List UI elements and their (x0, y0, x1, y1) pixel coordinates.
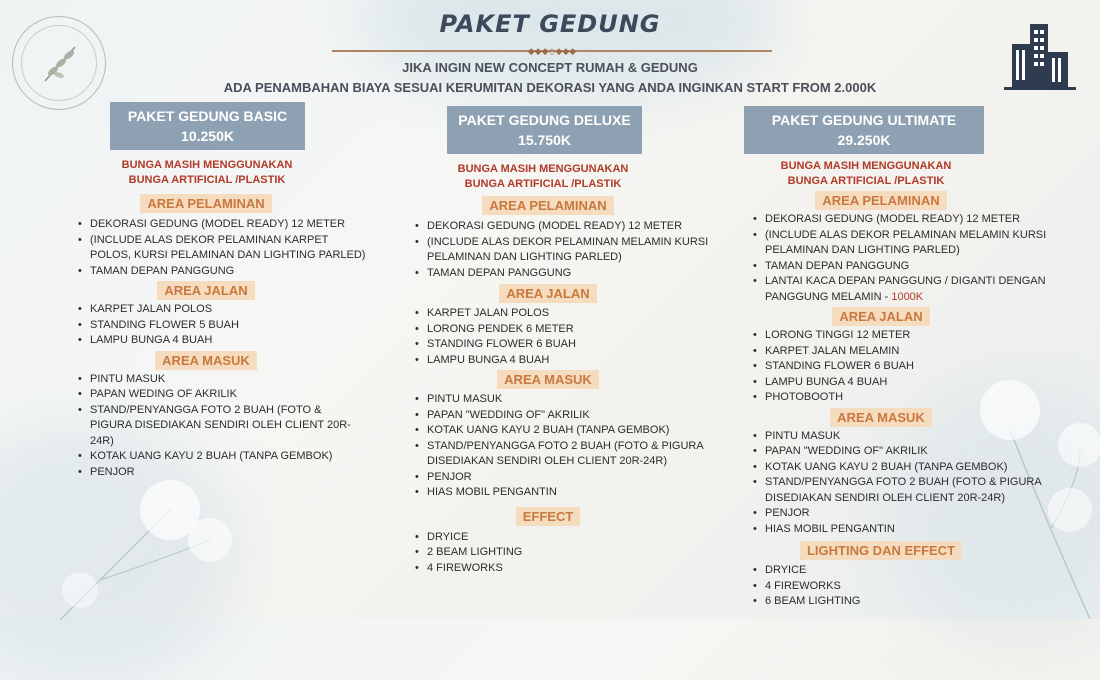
list-item: • STAND/PENYANGGA FOTO 2 BUAH (FOTO & PIGURA DISEDIAKAN SENDIRI OLEH CLIENT 20R-24R) (78, 403, 366, 450)
list-item: • STAND/PENYANGGA FOTO 2 BUAH (FOTO & PIGURA DISEDIAKAN SENDIRI OLEH CLIENT 20R-24R) (415, 439, 713, 470)
list-item: • DRYICE (415, 530, 713, 546)
list-item: • DEKORASI GEDUNG (MODEL READY) 12 METER (753, 212, 1051, 228)
section-badge: AREA PELAMINAN (140, 194, 271, 213)
list-item-text: LANTAI KACA DEPAN PANGGUNG / DIGANTI DENGAN PANGGUNG MELAMIN - (765, 275, 1046, 303)
list-item: • LORONG PENDEK 6 METER (415, 322, 713, 338)
list-item: • PINTU MASUK (78, 372, 366, 388)
note-line: BUNGA MASIH MENGGUNAKAN (780, 160, 952, 172)
section-badge: AREA MASUK (155, 351, 257, 370)
list-item: • STANDING FLOWER 6 BUAH (415, 337, 713, 353)
item-list (741, 429, 1051, 538)
extra-price: 1000K (891, 290, 924, 303)
item-list (741, 212, 1051, 305)
list-item: • KARPET JALAN POLOS (78, 302, 366, 318)
package-name: PAKET GEDUNG BASIC (127, 108, 288, 124)
list-item: • PINTU MASUK (415, 392, 713, 408)
list-item: • PHOTOBOOTH (753, 390, 1051, 406)
package-name: PAKET GEDUNG DELUXE (458, 112, 631, 128)
package-price: 10.250K (181, 128, 234, 144)
list-item: • 4 FIREWORKS (415, 561, 713, 577)
list-item: • LAMPU BUNGA 4 BUAH (753, 375, 1051, 391)
list-item: • STANDING FLOWER 5 BUAH (78, 318, 366, 334)
item-list (403, 530, 713, 577)
section-badge: AREA PELAMINAN (482, 196, 613, 215)
list-item: • PAPAN "WEDDING OF" AKRILIK (415, 408, 713, 424)
list-item: • PENJOR (415, 470, 713, 486)
package-price: 15.750K (518, 132, 571, 148)
section-badge: AREA JALAN (832, 307, 929, 326)
list-item: • (INCLUDE ALAS DEKOR PELAMINAN MELAMIN KURSI PELAMINAN DAN LIGHTING PARLED) (415, 235, 713, 266)
list-item: • DEKORASI GEDUNG (MODEL READY) 12 METER (78, 217, 366, 233)
item-list (403, 219, 713, 281)
item-list (66, 302, 366, 349)
note-line: BUNGA MASIH MENGGUNAKAN (121, 159, 293, 171)
list-item: • PENJOR (78, 465, 366, 481)
note-line: BUNGA ARTIFICIAL /PLASTIK (464, 178, 622, 190)
package-price: 29.250K (837, 132, 891, 148)
package-deluxe-box (447, 106, 642, 154)
list-item: • HIAS MOBIL PENGANTIN (415, 485, 713, 501)
subtitle-concept: JIKA INGIN NEW CONCEPT RUMAH & GEDUNG (402, 60, 698, 75)
list-item: • (INCLUDE ALAS DEKOR PELAMINAN MELAMIN KURSI PELAMINAN DAN LIGHTING PARLED) (753, 228, 1051, 259)
list-item: • KARPET JALAN MELAMIN (753, 344, 1051, 360)
page-title: PAKET GEDUNG (439, 10, 661, 38)
building-icon (1004, 22, 1076, 90)
list-item: • KARPET JALAN POLOS (415, 306, 713, 322)
list-item: • PINTU MASUK (753, 429, 1051, 445)
package-ultimate (741, 106, 1051, 610)
item-list (403, 306, 713, 368)
item-list (66, 217, 366, 279)
list-item (753, 274, 1051, 305)
note-line: BUNGA ARTIFICIAL /PLASTIK (128, 174, 286, 186)
flower-note (82, 158, 332, 188)
package-ultimate-box (744, 106, 984, 154)
flower-decoration-icon (40, 470, 260, 620)
list-item: • PENJOR (753, 506, 1051, 522)
item-list (403, 392, 713, 501)
flower-note (741, 159, 991, 189)
package-basic (66, 102, 366, 480)
list-item: • LAMPU BUNGA 4 BUAH (78, 333, 366, 349)
package-basic-box (110, 102, 305, 150)
ornament-divider (332, 46, 772, 56)
note-line: BUNGA ARTIFICIAL /PLASTIK (787, 175, 945, 187)
item-list (741, 563, 1051, 610)
section-badge: AREA PELAMINAN (815, 191, 946, 210)
list-item: • DEKORASI GEDUNG (MODEL READY) 12 METER (415, 219, 713, 235)
ornament-divider-icon: ◆◆◆◇◆◆◆ (527, 46, 577, 56)
list-item: • HIAS MOBIL PENGANTIN (753, 522, 1051, 538)
list-item: • 2 BEAM LIGHTING (415, 545, 713, 561)
section-badge: EFFECT (516, 507, 581, 526)
list-item: • (INCLUDE ALAS DEKOR PELAMINAN KARPET POLOS, KURSI PELAMINAN DAN LIGHTING PARLED) (78, 233, 366, 264)
item-list (66, 372, 366, 481)
list-item: • PAPAN WEDING OF AKRILIK (78, 387, 366, 403)
section-badge: AREA MASUK (497, 370, 599, 389)
section-badge: LIGHTING DAN EFFECT (800, 541, 962, 560)
list-item: • KOTAK UANG KAYU 2 BUAH (TANPA GEMBOK) (78, 449, 366, 465)
list-item: • PAPAN "WEDDING OF" AKRILIK (753, 444, 1051, 460)
item-list (741, 328, 1051, 406)
list-item: • TAMAN DEPAN PANGGUNG (78, 264, 366, 280)
package-name: PAKET GEDUNG ULTIMATE (771, 112, 957, 128)
package-deluxe (403, 106, 713, 576)
subtitle-extra-cost: ADA PENAMBAHAN BIAYA SESUAI KERUMITAN DEKORASI YANG ANDA INGINKAN START FROM 2.000K (223, 80, 877, 95)
section-badge: AREA JALAN (499, 284, 596, 303)
list-item: • STANDING FLOWER 6 BUAH (753, 359, 1051, 375)
list-item: • TAMAN DEPAN PANGGUNG (753, 259, 1051, 275)
list-item: • KOTAK UANG KAYU 2 BUAH (TANPA GEMBOK) (753, 460, 1051, 476)
section-badge: AREA MASUK (830, 408, 932, 427)
list-item: • 6 BEAM LIGHTING (753, 594, 1051, 610)
list-item: • TAMAN DEPAN PANGGUNG (415, 266, 713, 282)
list-item: • LAMPU BUNGA 4 BUAH (415, 353, 713, 369)
note-line: BUNGA MASIH MENGGUNAKAN (457, 163, 629, 175)
list-item: • DRYICE (753, 563, 1051, 579)
flower-note (403, 162, 683, 192)
list-item: • 4 FIREWORKS (753, 579, 1051, 595)
list-item: • KOTAK UANG KAYU 2 BUAH (TANPA GEMBOK) (415, 423, 713, 439)
section-badge: AREA JALAN (157, 281, 254, 300)
list-item: • LORONG TINGGI 12 METER (753, 328, 1051, 344)
list-item: • STAND/PENYANGGA FOTO 2 BUAH (FOTO & PIGURA DISEDIAKAN SENDIRI OLEH CLIENT 20R-24R) (753, 475, 1051, 506)
